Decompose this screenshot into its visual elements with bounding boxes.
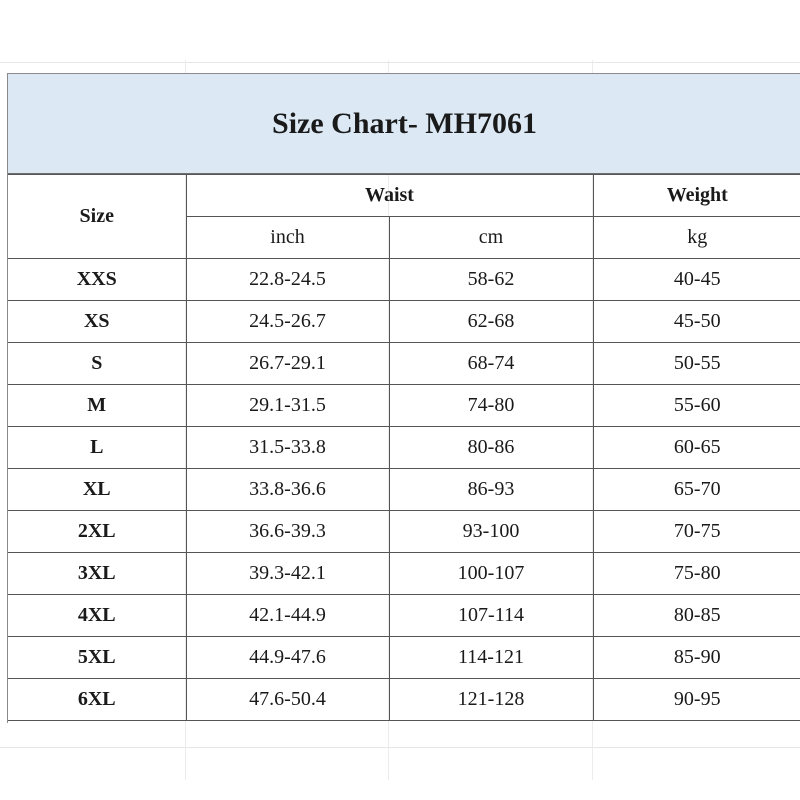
size-cell: L — [8, 427, 186, 469]
waist-cm-cell: 62-68 — [389, 301, 593, 343]
waist-inch-cell: 47.6-50.4 — [186, 679, 389, 721]
weight-kg-cell: 50-55 — [593, 343, 800, 385]
weight-kg-cell: 80-85 — [593, 595, 800, 637]
size-cell: 4XL — [8, 595, 186, 637]
table-row — [8, 637, 800, 679]
waist-inch-cell: 24.5-26.7 — [186, 301, 389, 343]
waist-inch-cell: 39.3-42.1 — [186, 553, 389, 595]
table-row — [8, 679, 800, 721]
waist-cm-unit: cm — [389, 217, 593, 259]
waist-cm-cell: 58-62 — [389, 259, 593, 301]
waist-cm-cell: 114-121 — [389, 637, 593, 679]
waist-inch-cell: 31.5-33.8 — [186, 427, 389, 469]
waist-cm-cell: 80-86 — [389, 427, 593, 469]
weight-kg-cell: 60-65 — [593, 427, 800, 469]
table-row — [8, 553, 800, 595]
weight-kg-cell: 65-70 — [593, 469, 800, 511]
waist-cm-cell: 68-74 — [389, 343, 593, 385]
waist-inch-cell: 29.1-31.5 — [186, 385, 389, 427]
size-cell: 5XL — [8, 637, 186, 679]
weight-kg-cell: 55-60 — [593, 385, 800, 427]
weight-kg-unit: kg — [593, 217, 800, 259]
waist-cm-cell: 93-100 — [389, 511, 593, 553]
size-cell: S — [8, 343, 186, 385]
waist-inch-cell: 33.8-36.6 — [186, 469, 389, 511]
table-row — [8, 301, 800, 343]
grid-line — [0, 62, 800, 63]
waist-header: Waist — [186, 175, 593, 217]
size-cell: 2XL — [8, 511, 186, 553]
table-row — [8, 343, 800, 385]
waist-inch-cell: 22.8-24.5 — [186, 259, 389, 301]
weight-kg-cell: 40-45 — [593, 259, 800, 301]
waist-inch-cell: 42.1-44.9 — [186, 595, 389, 637]
waist-inch-unit: inch — [186, 217, 389, 259]
weight-kg-cell: 75-80 — [593, 553, 800, 595]
waist-cm-cell: 107-114 — [389, 595, 593, 637]
weight-header: Weight — [593, 175, 800, 217]
waist-cm-cell: 100-107 — [389, 553, 593, 595]
table-row — [8, 385, 800, 427]
size-cell: 3XL — [8, 553, 186, 595]
size-chart-sheet — [7, 73, 800, 723]
size-cell: XL — [8, 469, 186, 511]
weight-kg-cell: 45-50 — [593, 301, 800, 343]
size-cell: M — [8, 385, 186, 427]
header-row — [8, 175, 800, 217]
chart-title: Size Chart- MH7061 — [272, 107, 537, 140]
weight-kg-cell: 85-90 — [593, 637, 800, 679]
waist-cm-cell: 121-128 — [389, 679, 593, 721]
waist-inch-cell: 44.9-47.6 — [186, 637, 389, 679]
size-table — [8, 174, 800, 721]
waist-inch-cell: 26.7-29.1 — [186, 343, 389, 385]
table-row — [8, 511, 800, 553]
waist-cm-cell: 86-93 — [389, 469, 593, 511]
waist-inch-cell: 36.6-39.3 — [186, 511, 389, 553]
size-cell: 6XL — [8, 679, 186, 721]
weight-kg-cell: 70-75 — [593, 511, 800, 553]
size-cell: XS — [8, 301, 186, 343]
table-row — [8, 469, 800, 511]
table-row — [8, 595, 800, 637]
weight-kg-cell: 90-95 — [593, 679, 800, 721]
table-row — [8, 427, 800, 469]
size-cell: XXS — [8, 259, 186, 301]
grid-line — [0, 747, 800, 748]
table-row — [8, 259, 800, 301]
waist-cm-cell: 74-80 — [389, 385, 593, 427]
size-header: Size — [8, 175, 186, 259]
